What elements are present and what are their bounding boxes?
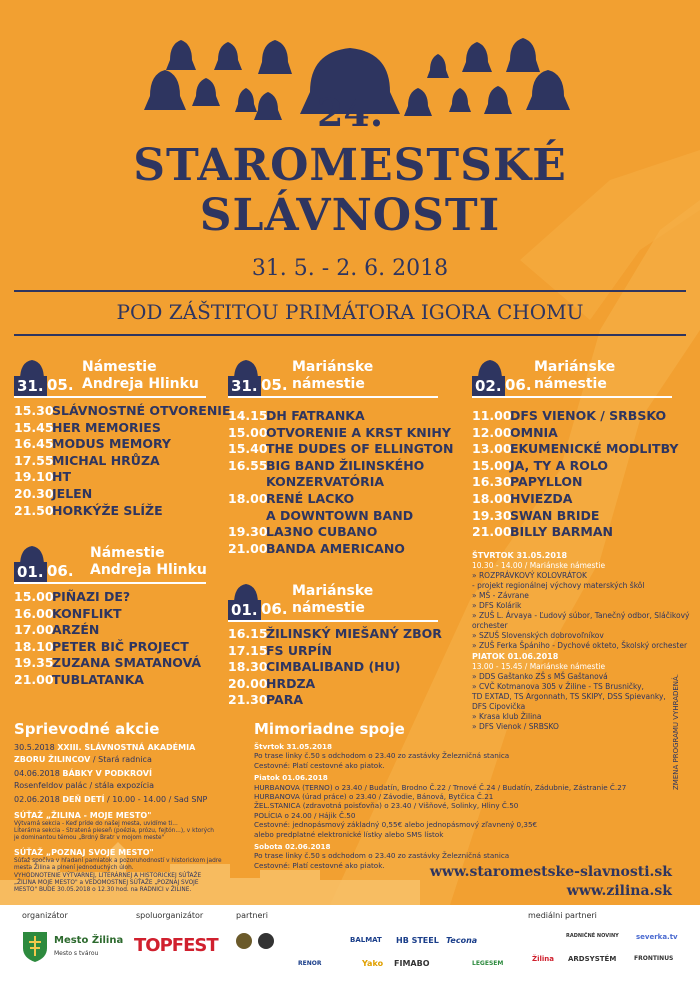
event-time: 17.55	[14, 452, 54, 468]
event-act: ŽILINSKÝ MIEŠANÝ ZBOR	[266, 626, 442, 641]
partner-logo: HB STEEL	[396, 936, 439, 945]
title-line-2: SLÁVNOSTI	[199, 190, 501, 241]
stage-block	[228, 582, 458, 709]
partner-logo: BALMAT	[350, 936, 382, 944]
stage-month: 06.	[505, 376, 532, 394]
event-time: 21.50	[14, 502, 54, 518]
event-act: OTVORENIE A KRST KNIHY	[266, 424, 451, 440]
stage-place-line2: námestie	[534, 376, 607, 392]
event-time: 18.10	[14, 638, 54, 654]
event-time: 21.00	[14, 671, 54, 687]
event-act: RENÉ LACKO	[266, 490, 355, 506]
footer	[0, 905, 700, 985]
schedule-row	[472, 474, 687, 491]
event-time: 18.00	[228, 490, 268, 506]
contest-line: Súťaž spočíva v hľadaní pamiatok a pozoruhodností v historickom jadre	[14, 858, 222, 865]
event-time: 17.00	[14, 622, 54, 638]
schedule-row	[228, 541, 458, 558]
stage-header	[228, 358, 458, 400]
schedule-row	[228, 659, 458, 676]
event-time: 20.00	[228, 675, 268, 691]
stage-header	[14, 544, 214, 586]
partner-logo: LEGESEM	[472, 960, 504, 967]
schedule-row	[228, 408, 458, 425]
schedule-row	[14, 672, 214, 689]
stage-month: 06.	[47, 562, 74, 580]
stage-place-line2: námestie	[292, 376, 365, 392]
special-transport	[254, 742, 634, 870]
schedule-row	[228, 474, 458, 491]
event-time: 16.00	[14, 605, 54, 621]
contest-line: Literárna sekcia - Stratená pieseň (poézia, prózu, fejtón...), v ktorých	[14, 828, 214, 835]
coorganizer-logo: TOPFEST	[134, 935, 218, 956]
schedule-row	[472, 491, 687, 508]
event-time: 15.00	[14, 589, 54, 604]
schedule-row	[472, 425, 687, 442]
contest-line: „ŽILINA MOJE MESTO" a VEDOMOSTNEJ SÚŤAŽE „POZNAJ SVOJE	[14, 879, 199, 886]
event-time: 15.30	[14, 403, 54, 418]
stage-place-line1: Námestie	[90, 545, 165, 561]
event-time: 15.00	[228, 424, 268, 440]
event-time: 19.30	[472, 507, 512, 523]
event-time: 16.15	[228, 626, 268, 641]
schedule-list	[14, 589, 214, 689]
program-line: » CVČ Kotmanova 305 v Žiline - TS Brusničky,	[472, 682, 644, 691]
event-act: BANDA AMERICANO	[266, 540, 405, 556]
event-act: PARA	[266, 692, 303, 708]
schedule-row	[14, 403, 231, 420]
accompanying-events	[14, 742, 229, 894]
schedule-row	[14, 503, 214, 520]
event-time: 16.55	[228, 457, 268, 473]
stage-header	[228, 582, 458, 624]
event-time: 13.00	[472, 441, 512, 457]
stage-month: 05.	[261, 376, 288, 394]
event-time: 19.35	[14, 655, 54, 671]
schedule-row	[14, 420, 214, 437]
stage-underline	[14, 396, 206, 398]
partner-logo: FIMABO	[394, 959, 430, 968]
stage-month: 06.	[261, 600, 288, 618]
children-program-friday	[472, 652, 687, 732]
event-time: 12.00	[472, 424, 512, 440]
stage-place-line1: Mariánske	[292, 359, 374, 375]
event-act: BILLY BARMAN	[510, 524, 613, 540]
event-act: HT	[52, 469, 71, 485]
schedule-row	[228, 425, 458, 442]
coorganizer-label: spoluorganizátor	[136, 911, 204, 920]
event-act: JA, TY A ROLO	[510, 457, 609, 473]
schedule-row	[228, 626, 458, 643]
program-line: TD EXTAD, TS Argonnath, TS SKIPY, DSS Spievanky,	[472, 692, 666, 701]
media-logo: Žilina	[532, 955, 554, 963]
partner-logos	[232, 929, 528, 979]
event-time: 19.30	[228, 524, 268, 540]
event-act: CIMBALIBAND (HU)	[266, 659, 401, 675]
program-line: DFS Cipovička	[472, 702, 526, 711]
contest-title: SÚŤAŽ „POZNAJ SVOJE MESTO"	[14, 847, 154, 857]
event-act: KONZERVATÓRIA	[266, 474, 385, 490]
event-time: 21.00	[472, 524, 512, 540]
stage-place-line2: námestie	[292, 600, 365, 616]
program-line: » DFS Vienok / SRBSKO	[472, 722, 559, 731]
schedule-row	[472, 441, 687, 458]
event-act: SLÁVNOSTNÉ OTVORENIE	[52, 403, 231, 418]
contest-line: MESTO" BUDE 30.05.2018 o 12.30 hod. na RADNICI v ŽILINE.	[14, 886, 192, 893]
program-subheading: 13.00 - 15.45 / Mariánske námestie	[472, 662, 606, 671]
accompanying-item-place: / 10.00 - 14.00 / Sad SNP	[104, 795, 208, 804]
event-act: PAPYLLON	[510, 474, 583, 490]
stage-block	[14, 358, 231, 519]
stage-block	[228, 358, 458, 557]
stage-place-line1: Mariánske	[292, 583, 374, 599]
event-time: 15.00	[472, 457, 512, 473]
event-act: HVIEZDA	[510, 490, 573, 506]
event-act: HRDZA	[266, 675, 316, 691]
divider	[14, 290, 686, 292]
accompanying-date: 30.5.2018	[14, 743, 55, 752]
stage-day: 01.	[14, 562, 47, 582]
schedule-row	[14, 639, 214, 656]
schedule-list	[472, 408, 687, 541]
transport-line: Cestovné: Platí cestovné ako piatok.	[254, 760, 385, 770]
event-act: ZUZANA SMATANOVÁ	[52, 655, 202, 671]
schedule-row	[228, 441, 458, 458]
program-line: » DFS Kolárik	[472, 601, 522, 610]
stage-day: 01.	[228, 600, 261, 620]
accompanying-item-detail: Rosenfeldov palác	[14, 780, 87, 790]
partner-logo: Tecona	[446, 936, 478, 945]
organizer-name: Mesto Žilina	[54, 935, 124, 946]
media-logo: RADNIČNÉ NOVINY	[566, 933, 619, 939]
stage-day: 31.	[14, 376, 47, 396]
program-line: » DDS Gaštanko ZŠ s MŠ Gaštanová	[472, 672, 608, 681]
schedule-list	[14, 403, 231, 519]
stage-place-line1: Mariánske	[534, 359, 616, 375]
accompanying-item	[14, 768, 229, 780]
stage-header	[14, 358, 214, 400]
event-act: SWAN BRIDE	[510, 507, 600, 523]
accompanying-item	[14, 794, 229, 806]
event-time: 15.40	[228, 441, 268, 457]
partner-logo: Yako	[362, 959, 384, 968]
program-change-note: ZMENA PROGRAMU VYHRADENÁ.	[672, 674, 680, 790]
program-heading: ŠTVRTOK 31.05.2018	[472, 551, 568, 560]
event-act: BIG BAND ŽILINSKÉHO	[266, 457, 425, 473]
event-time: 16.45	[14, 436, 54, 452]
schedule-list	[228, 626, 458, 709]
schedule-row	[14, 606, 214, 623]
schedule-row	[228, 458, 458, 475]
partner-logo-round	[258, 933, 274, 949]
partner-logo-round	[236, 933, 252, 949]
festival-dates: 31. 5. - 2. 6. 2018	[251, 256, 449, 281]
program-heading: PIATOK 01.06.2018	[472, 652, 559, 661]
accompanying-item	[14, 742, 229, 754]
schedule-row	[228, 491, 458, 508]
stage-header	[472, 358, 687, 400]
event-time: 15.45	[14, 419, 54, 435]
event-act: JELEN	[52, 485, 93, 501]
event-act: PIÑAZI DE?	[52, 589, 131, 604]
accompanying-item-title: DEŇ DETÍ	[62, 795, 105, 804]
organizer-tagline: Mesto s tvárou	[54, 950, 99, 957]
program-line: » ZUŠ L. Árvaya - Ľudový súbor, Tanečný odbor, Sláčikový	[472, 611, 690, 620]
program-line: » ROZPRÁVKOVÝ KOLOVRÁTOK	[472, 571, 587, 580]
media-logo: severka.tv	[636, 933, 678, 941]
event-act: DH FATRANKA	[266, 408, 365, 423]
event-time: 21.00	[228, 540, 268, 556]
city-coat-of-arms-icon	[22, 931, 48, 963]
transport-line: alebo predplatné elektronické lístky alebo SMS lístok	[254, 829, 444, 839]
media-label: mediálni partneri	[528, 911, 597, 920]
schedule-row	[14, 486, 214, 503]
event-act: MICHAL HRŮZA	[52, 452, 160, 468]
transport-line: HURBANOVA (úrad práce) o 23.40 / Závodie, Bánová, Bytčica Č.21	[254, 792, 494, 802]
schedule-row	[14, 469, 214, 486]
schedule-row	[14, 622, 214, 639]
program-line: » ZUŠ Ferka Špániho - Dychové okteto, Školský orchester	[472, 641, 688, 650]
accompanying-item-detail: ZBORU ŽILINCOV	[14, 754, 91, 764]
event-time: 11.00	[472, 408, 512, 423]
contest-line: VYHODNOTENIE VÝTVARNEJ, LITERÁRNEJ A HISTORICKEJ SÚŤAŽE	[14, 872, 202, 879]
media-logo: ARDSYSTÉM	[568, 955, 617, 963]
stage-day: 31.	[228, 376, 261, 396]
accompanying-item-title: BÁBKY V PODKROVÍ	[62, 769, 152, 778]
stage-day: 02.	[472, 376, 505, 396]
transport-day: Štvrtok 31.05.2018	[254, 742, 332, 751]
event-act: PETER BIČ PROJECT	[52, 638, 189, 654]
divider	[14, 334, 686, 336]
schedule-row	[228, 692, 458, 709]
event-act: EKUMENICKÉ MODLITBY	[510, 441, 679, 457]
schedule-list	[228, 408, 458, 557]
transport-day: Piatok 01.06.2018	[254, 773, 328, 783]
transport-title: Mimoriadne spoje	[254, 720, 405, 738]
accompanying-date: 02.06.2018	[14, 795, 60, 804]
event-act: MODUS MEMORY	[52, 436, 171, 452]
schedule-row	[228, 508, 458, 525]
schedule-row	[228, 643, 458, 660]
partner-logo: RENOR	[298, 960, 322, 967]
program-line: - projekt regionálnej výchovy materských škôl	[472, 581, 645, 590]
transport-line: Po trase linky č.50 s odchodom o 23.40 zo zastávky Železničná stanica	[254, 851, 510, 861]
children-program-thursday	[472, 551, 690, 651]
media-logo: FRONTINUS	[634, 955, 674, 962]
schedule-row	[14, 655, 214, 672]
schedule-row	[228, 676, 458, 693]
schedule-row	[14, 436, 214, 453]
program-line: » Krasa klub Žilina	[472, 712, 542, 721]
schedule-row	[472, 408, 687, 425]
transport-line: HURBANOVA (TERNO) o 23.40 / Budatín, Brodno Č.22 / Trnové Č.24 / Budatín, Zádubnie, Zástranie Č.27	[254, 782, 627, 792]
accompanying-title: Sprievodné akcie	[14, 720, 160, 738]
stage-place-line2: Andreja Hlinku	[82, 376, 199, 392]
event-act: KONFLIKT	[52, 605, 122, 621]
contest-title: SÚŤAŽ „ŽILINA - MOJE MESTO"	[14, 810, 152, 820]
transport-line: POLÍCIA o 24.00 / Hájik Č.50	[254, 810, 356, 820]
stage-place-line2: Andreja Hlinku	[90, 562, 207, 578]
transport-day: Sobota 02.06.2018	[254, 842, 331, 852]
accompanying-item-detail-row	[14, 780, 229, 792]
contest-line: je dominantou témou „Brdný Bratr v mojom meste"	[14, 835, 165, 842]
organizer-label: organizátor	[22, 911, 68, 920]
partners-label: partneri	[236, 911, 268, 920]
contest-line: mesta Žilina a plnení jednoduchých úloh.	[14, 865, 134, 872]
event-act: LA3NO CUBANO	[266, 524, 378, 540]
stage-block	[14, 544, 214, 689]
accompanying-date: 04.06.2018	[14, 769, 60, 778]
stage-underline	[228, 396, 438, 398]
transport-line: ŽEL.STANICA (zdravotná poisťovňa) o 23.40 / Višňové, Solinky, Hliny Č.50	[254, 801, 519, 811]
stage-block	[472, 358, 687, 541]
schedule-row	[472, 508, 687, 525]
event-time: 14.15	[228, 408, 268, 423]
event-act: A DOWNTOWN BAND	[266, 507, 414, 523]
event-act: FS URPÍN	[266, 642, 332, 658]
schedule-row	[14, 589, 214, 606]
stage-place-line1: Námestie	[82, 359, 157, 375]
stage-underline	[472, 396, 672, 398]
event-time: 20.30	[14, 485, 54, 501]
event-time: 19.10	[14, 469, 54, 485]
event-time: 18.30	[228, 659, 268, 675]
transport-line: Cestovné: jednopásmový základný 0,55€ alebo jednopásmový zľavnený 0,35€	[254, 820, 538, 830]
event-act: ARZÉN	[52, 622, 100, 638]
event-act: DFS VIENOK / SRBSKO	[510, 408, 667, 423]
accompanying-item-detail-row	[14, 754, 229, 766]
edition-number: 24.	[316, 90, 384, 135]
transport-line: Cestovné: Platí cestovné ako piatok.	[254, 860, 385, 870]
website-link-festival[interactable]: www.staromestske-slavnosti.sk	[429, 864, 672, 880]
schedule-row	[472, 458, 687, 475]
event-time: 17.15	[228, 642, 268, 658]
transport-line: Po trase linky č.50 s odchodom o 23.40 zo zastávky Železničná stanica	[254, 751, 510, 761]
event-act: HORKÝŽE SLÍŽE	[52, 502, 163, 518]
event-time: 18.00	[472, 490, 512, 506]
event-time: 21.30	[228, 692, 268, 708]
accompanying-item-title: XXIII. SLÁVNOSTNÁ AKADÉMIA	[57, 743, 196, 752]
event-act: HER MEMORIES	[52, 419, 161, 435]
event-time	[228, 508, 266, 525]
website-link-city[interactable]: www.zilina.sk	[566, 883, 672, 899]
schedule-row	[472, 524, 687, 541]
accompanying-item-place: / stála expozícia	[86, 780, 155, 790]
program-line: orchester	[472, 621, 508, 630]
contest-line: Výtvarná sekcia - Keď príde do našej mesta, uvidíme ti...	[14, 821, 178, 827]
stage-underline	[228, 620, 438, 622]
program-line: » SZUŠ Slovenských dobrovoľníkov	[472, 631, 604, 640]
schedule-row	[228, 524, 458, 541]
accompanying-item-place: / Stará radnica	[90, 754, 152, 764]
program-line: » MŠ - Závrane	[472, 591, 529, 600]
stage-month: 05.	[47, 376, 74, 394]
event-act: OMNIA	[510, 424, 558, 440]
event-act: TUBLATANKA	[52, 671, 144, 687]
event-time: 16.30	[472, 474, 512, 490]
event-time	[228, 474, 266, 491]
program-subheading: 10.30 - 14.00 / Mariánske námestie	[472, 561, 606, 570]
schedule-row	[14, 453, 214, 470]
event-act: THE DUDES OF ELLINGTON	[266, 441, 454, 457]
patronage-line: POD ZÁŠTITOU PRIMÁTORA IGORA CHOMU	[116, 300, 584, 324]
title-line-1: STAROMESTSKÉ	[133, 140, 567, 191]
stage-underline	[14, 582, 206, 584]
